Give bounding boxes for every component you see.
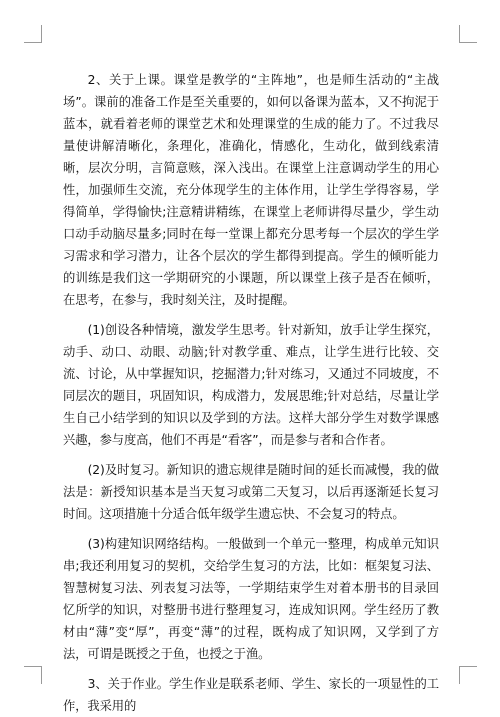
crop-mark-top-right-horizontal (459, 42, 477, 43)
paragraph-create-situations: (1)创设各种情境，激发学生思考。针对新知，放手让学生探究，动手、动口、动眼、动脑;针对教学重、难点，让学生进行比较、交流、讨论，从中掌握知识，挖掘潜力;针对练习，又通过不同坡度，不同层次的题目，巩固知识，构成潜力，发展思维;针对总结，尽量让学生自己小结学到的知识以及学到的方法。这样大部分学生对数学课感兴趣，参与度高，他们不再是“看客”，而是参与者和合作者。 (63, 323, 439, 447)
paragraph-class-teaching: 2、关于上课。课堂是教学的“主阵地”，也是师生活动的“主战场”。课前的准备工作是至关重要的，如何以备课为蓝本，又不拘泥于蓝本，就看着老师的课堂艺术和处理课堂的生成的能力了。不过我尽量使讲解清晰化，条理化，准确化，情感化，生动化，做到线索清晰，层次分明，言简意赅，深入浅出。在课堂上注意调动学生的用心性，加强师生交流，充分体现学生的主体作用，让学生学得容易，学得简单，学得愉快;注意精讲精练，在课堂上老师讲得尽量少，学生动口动手动脑尽量多;同时在每一堂课上都充分思考每一个层次的学生学习需求和学习潜力，让各个层次的学生都得到提高。学生的倾听能力的训练是我们这一学期研究的小课题，所以课堂上孩子是否在倾听，在思考，在参与，我时刻关注，及时提醒。 (63, 73, 439, 307)
crop-mark-bottom-right-vertical (459, 666, 460, 684)
crop-mark-bottom-right-horizontal (459, 666, 477, 667)
crop-mark-top-left-vertical (41, 25, 42, 43)
paragraph-timely-review: (2)及时复习。新知识的遗忘规律是随时间的延长而减慢，我的做法是：新授知识基本是当天复习或第二天复习，以后再逐渐延长复习时间。这项措施十分适合低年级学生遗忘快、不会复习的特点。 (63, 463, 439, 521)
paragraph-knowledge-network: (3)构建知识网络结构。一般做到一个单元一整理，构成单元知识串;我还利用复习的契机，交给学生复习的方法，比如：框架复习法、智慧树复习法、列表复习法等，一学期结束学生对着本册书的目录回忆所学的知识，对整册书进行整理复习，连成知识网。学生经历了教材由“薄”变“厚”，再变“薄”的过程，既构成了知识网，又学到了方法，可谓是既授之于鱼，也授之于渔。 (63, 537, 439, 661)
crop-mark-top-right-vertical (459, 25, 460, 43)
crop-mark-bottom-left-horizontal (24, 666, 42, 667)
body-text (63, 69, 439, 717)
paragraph-homework: 3、关于作业。学生作业是联系老师、学生、家长的一项显性的工作，我采用的 (63, 677, 439, 713)
crop-mark-bottom-left-vertical (41, 666, 42, 684)
crop-mark-top-left-horizontal (24, 42, 42, 43)
